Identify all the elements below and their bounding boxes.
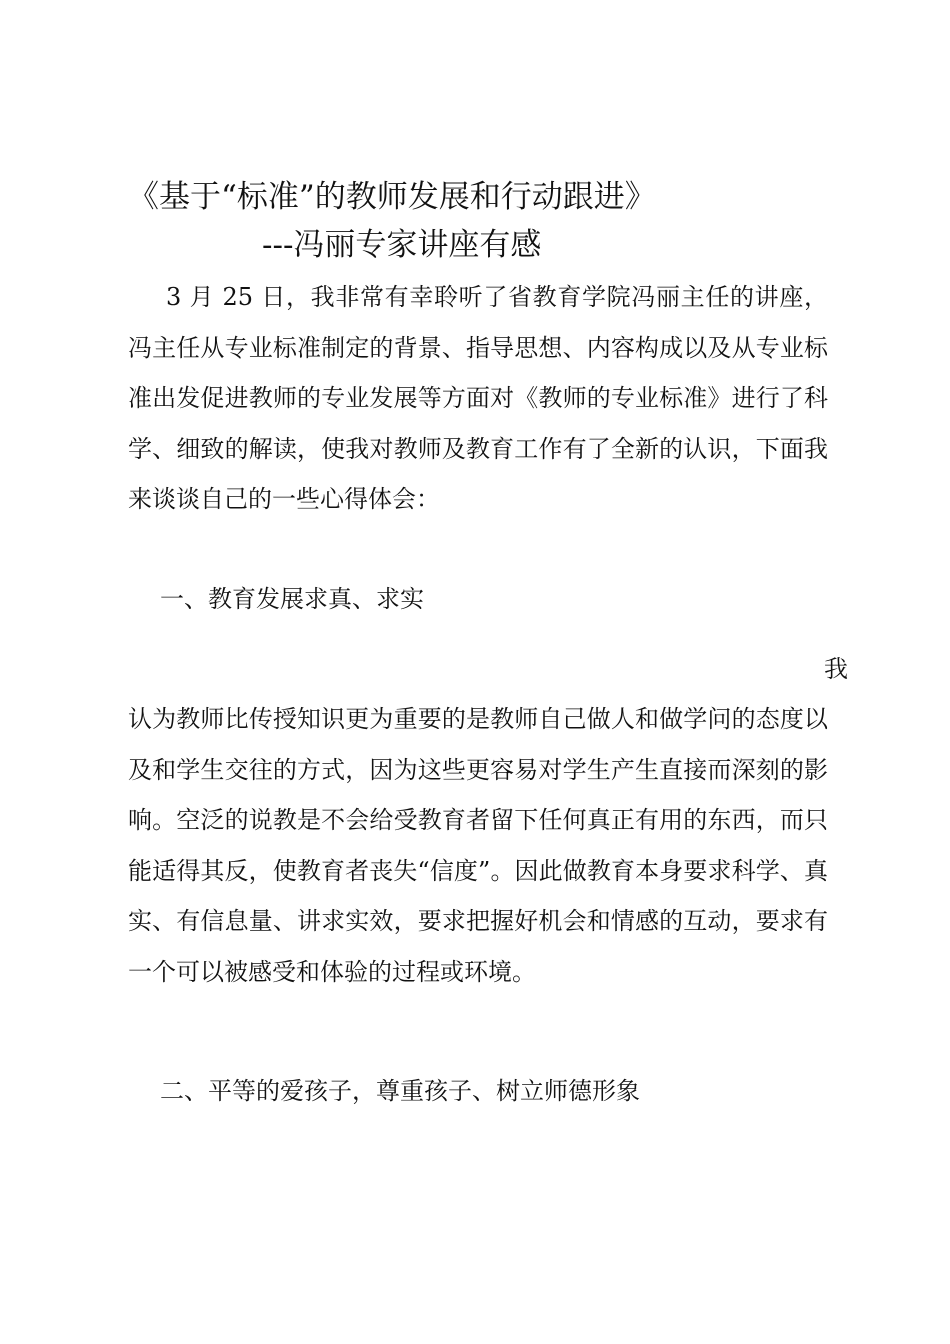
section-heading-2: 二、平等的爱孩子，尊重孩子、树立师德形象 [160,1077,640,1105]
paragraph-2: 认为教师比传授知识更为重要的是教师自己做人和做学问的态度以及和学生交往的方式，因为这些更容易对学生产生直接而深刻的影响。空泛的说教是不会给受教育者留下任何真正有用的东西，而只能适得其反，使教育者丧失“信度”。因此做教育本身要求科学、真实、有信息量、讲求实效，要求把握好机会和情感的互动，要求有一个可以被感受和体验的过程或环境。 [128,705,828,986]
document-subtitle: ---冯丽专家讲座有感 [262,227,542,263]
document-title: 《基于“标准”的教师发展和行动跟进》 [128,179,656,215]
paragraph-2-first-char: 我 [824,655,848,683]
paragraph-intro: 3 月 25 日，我非常有幸聆听了省教育学院冯丽主任的讲座，冯主任从专业标准制定的背景、指导思想、内容构成以及从专业标准出发促进教师的专业发展等方面对《教师的专业标准》进行了科学、细致的解读，使我对教师及教育工作有了全新的认识，下面我来谈谈自己的一些心得体会： [128,283,828,514]
section-heading-1: 一、教育发展求真、求实 [160,585,424,613]
